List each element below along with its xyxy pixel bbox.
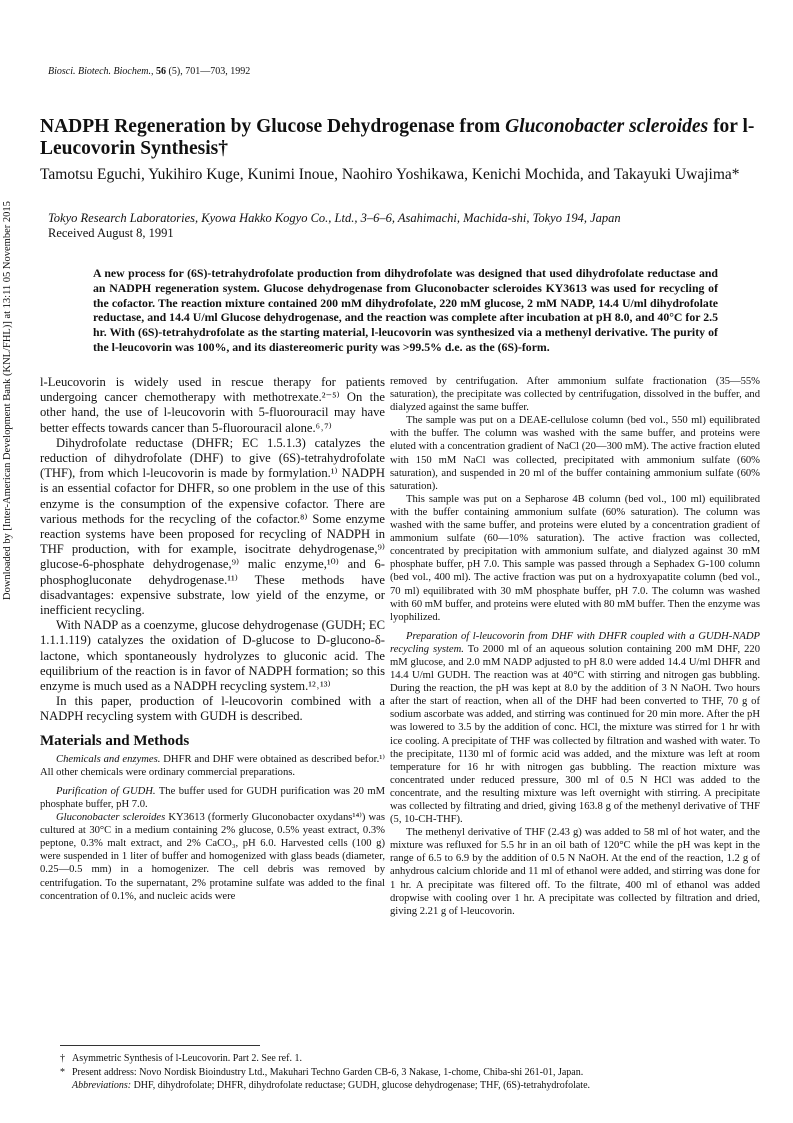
left-column (40, 375, 385, 903)
paper-title (40, 116, 760, 160)
star-text: Present address: Novo Nordisk Bioindustry Ltd., Makuhari Techno Garden CB-6, 3 Nakase, 1-chome, Chiba-shi 261-01, Japan. (72, 1066, 584, 1078)
download-note-text: Downloaded by [Inter-American Development Bank (KNL/FHL)] at 13:11 05 November 2015 (2, 201, 13, 600)
preparation-label: Preparation of l-leucovorin from DHF with DHFR coupled with a GUDH-NADP recycling system. (390, 630, 760, 655)
right-column (390, 375, 760, 918)
culture-organism: Gluconobacter scleroides (56, 812, 166, 824)
intro-paragraph-4: In this paper, production of l-leucovorin combined with a NADPH recycling system with GUDH is described. (40, 694, 385, 724)
chemicals-text: DHFR and DHF were obtained as described befor.¹⁾ All other chemicals were ordinary commercial preparations. (40, 753, 386, 778)
preparation-paragraph (390, 630, 760, 826)
title-part-2: for l-Leucovorin Synthesis† (40, 116, 755, 159)
journal-citation (48, 66, 250, 77)
section-heading-methods: Materials and Methods (40, 732, 190, 749)
chemicals-label: Chemicals and enzymes. (56, 753, 161, 765)
footnote-abbreviations (60, 1079, 760, 1093)
title-organism: Gluconobacter scleroides (505, 116, 709, 137)
download-watermark (2, 201, 16, 600)
chemicals-paragraph (40, 753, 385, 779)
abstract: A new process for (6S)-tetrahydrofolate production from dihydrofolate was designed that used dihydrofolate reductase and an NADPH regeneration system. Glucose dehydrogenase from Gluconobacter scleroides KY3613 was used for recycling of the cofactor. The reaction mixture contained 200 mM dihydrofolate, 220 mM glucose, 2 mM NADP, 14.4 U/ml dihydrofolate reductase, and 14.4 U/ml Glucose dehydrogenase, and the reaction was complete after incubation at pH 8.0, and 40°C for 2.5 hr. With (6S)-tetrahydrofolate as the starting material, l-leucovorin was synthesized via a methenyl derivative. The purity of the l-leucovorin was 100%, and its diastereomeric purity was >99.5% d.e. as the (6S)-form. (93, 266, 718, 354)
abbreviations-text: DHF, dihydrofolate; DHFR, dihydrofolate reductase; GUDH, glucose dehydrogenase; THF, (6S)-tetrahydrofolate. (131, 1080, 591, 1091)
footnote-star (60, 1066, 760, 1080)
preparation-text: To 2000 ml of an aqueous solution containing 200 mM DHF, 220 mM glucose, and 2.0 mM NADP adjusted to pH 8.0 were added 14.4 U/ml DHFR and 14.4 U/ml GUDH. The reaction was at 40°C with stirring and nitrogen gas bubbling. During the reaction, the pH was kept at 8.0 by the addition of 3 N NaOH. Two hours after the start of reaction, when all of the DHF had been converted to THF, 70 g of sodium ascorbate was added, and stirring was continued for 20 min more. After the pH was lowered to 3.5 by the addition of conc. HCl, the mixture was stirred for 1 hr with ice cooling. A precipitate of THF was collected by filtration and washed with water. To the precipitate, 1130 ml of formic acid was added, and the mixture was left at room temperature for 16 hr with nitrogen gas bubbling. The reaction mixture was concentrated under reduced pressure, 300 ml of 0.5 N HCl was added to the concentrate, and the resulting mixture was left overnight with stirring. A precipitate was collected by filtrating and dried, giving 163.8 g of the methenyl derivative of THF (5, 10-CH-THF). (390, 643, 760, 826)
culture-text: KY3613 (formerly Gluconobacter oxydans¹⁴⁾) was cultured at 30°C in a medium containing 2% glucose, 0.5% yeast extract, 0.3% peptone, 0.3% malt extract, and 2% CaCO₃, pH 6.0. Harvested cells (100 g) were suspended in 1 liter of buffer and homogenized with glass beads (diameter, 0.25—0.5 mm) in a homogenizer. The cell debris was removed by centrifugation. To the supernatant, 2% protamine sulfate was added to the final concentration of 0.1%, and nucleic acids were (40, 812, 385, 902)
footnote-dagger (60, 1052, 760, 1066)
footnotes (60, 1052, 760, 1093)
methods-paragraph-1: removed by centrifugation. After ammonium sulfate fractionation (35—55% saturation), the precipitate was collected by centrifugation, dissolved in the buffer, and dialyzed against the same buffer. (390, 376, 760, 414)
institution: Tokyo Research Laboratories, Kyowa Hakko Kogyo Co., Ltd., 3–6–6, Asahimachi, Machida-shi, Tokyo 194, Japan (48, 211, 621, 225)
journal-pages: (5), 701—703, 1992 (166, 66, 251, 77)
purification-text: The buffer used for GUDH purification was 20 mM phosphate buffer, pH 7.0. (40, 785, 385, 810)
intro-paragraph-1: l-Leucovorin is widely used in rescue therapy for patients undergoing cancer chemotherapy with methotrexate.²⁻⁵⁾ On the other hand, the use of l-leucovorin with 5-fluorouracil may have better effects towards cancer than 5-fluorouracil alone.⁶˒⁷⁾ (40, 375, 385, 435)
methods-paragraph-5: The methenyl derivative of THF (2.43 g) was added to 58 ml of hot water, and the mixture was refluxed for 5.5 hr in an oil bath of 120°C while the pH was kept in the range of 6.5 to 6.9 by the addition of 0.5 N NaOH. At the end of the reaction, 1.2 g of anhydrous calcium chloride and 11 ml of ethanol were added, and stirring was done for 1 hr. A precipitate was filtered off. To the filtrate, 400 ml of ethanol was added dropwise with cooling over 1 hr. A precipitate was collected by filtration and dried, giving 2.21 g of l-leucovorin. (390, 827, 760, 917)
intro-paragraph-2: Dihydrofolate reductase (DHFR; EC 1.5.1.3) catalyzes the reduction of dihydrofolate (DHF) to give (6S)-tetrahydrofolate (THF), from which l-leucovorin is made by formylation.¹⁾ NADPH is an essential cofactor for DHFR, so one problem in the use of this enzyme is the consumption of the expensive cofactor. There are various methods for the recycling of the cofactor.⁸⁾ Some enzyme reaction systems have been proposed for recycling of NADPH in THF production, with for example, isocitrate dehydrogenase,⁹⁾ glucose-6-phosphate dehydrogenase,⁹⁾ malic enzyme,¹⁰⁾ and 6-phosphogluconate dehydrogenase.¹¹⁾ These methods have disadvantages: expensive substrate, low yield of the enzyme, or inefficient recycling. (40, 435, 385, 618)
received-date: Received August 8, 1991 (48, 226, 174, 240)
footnote-divider (60, 1045, 260, 1046)
journal-name: Biosci. Biotech. Biochem., (48, 66, 154, 77)
methods-paragraph-2: The sample was put on a DEAE-cellulose column (bed vol., 550 ml) equilibrated with the buffer. The column was washed with the same buffer, and proteins were eluted with a concentration gradient of NaCl (20—300 mM). The active fraction eluted with 150 mM NaCl was collected, precipitated with ammonium sulfate (60% saturation), and suspended in 20 ml of the buffer containing ammonium sulfate (60% saturation). (390, 415, 760, 492)
affiliation (48, 211, 760, 241)
title-part-1: NADPH Regeneration by Glucose Dehydrogenase from (40, 116, 506, 137)
intro-paragraph-3: With NADP as a coenzyme, glucose dehydrogenase (GUDH; EC 1.1.1.119) catalyzes the oxidation of D-glucose to D-glucono-δ-lactone, which spontaneously hydrolyzes to gluconic acid. The equilibrium of the reaction is in favor of NADPH formation; so this enzyme is much used as a NADPH recycling system.¹²˒¹³⁾ (40, 618, 385, 694)
culture-paragraph (40, 811, 385, 903)
purification-label: Purification of GUDH. (56, 785, 156, 797)
author-list: Tamotsu Eguchi, Yukihiro Kuge, Kunimi Inoue, Naohiro Yoshikawa, Kenichi Mochida, and Takayuki Uwajima* (40, 166, 740, 183)
methods-paragraph-3: This sample was put on a Sepharose 4B column (bed vol., 100 ml) equilibrated with the buffer containing ammonium sulfate (60% saturation). The column was washed with the same buffer, and proteins were eluted by a concentration gradient of ammonium sulfate (60—10% saturation). The active fraction was collected, concentrated by precipitation with ammonium sulfate, and dialyzed against 30 mM phosphate buffer, pH 7.0. This sample was passed through a Sephadex G-100 column (bed vol., 400 ml). The active fraction was put on a hydroxyapatite column (bed vol., 70 ml) equilibrated with 30 mM phosphate buffer, pH 7.0. The column was washed with 60 mM buffer, and proteins were eluted with 80 mM buffer. Then the enzyme was lyophilized. (390, 493, 760, 623)
dagger-text: Asymmetric Synthesis of l-Leucovorin. Part 2. See ref. 1. (72, 1053, 302, 1064)
star-mark: * (60, 1066, 65, 1078)
purification-paragraph (40, 785, 385, 811)
journal-volume: 56 (156, 66, 167, 77)
dagger-mark: † (60, 1053, 65, 1064)
abbreviations-label: Abbreviations: (72, 1080, 132, 1091)
